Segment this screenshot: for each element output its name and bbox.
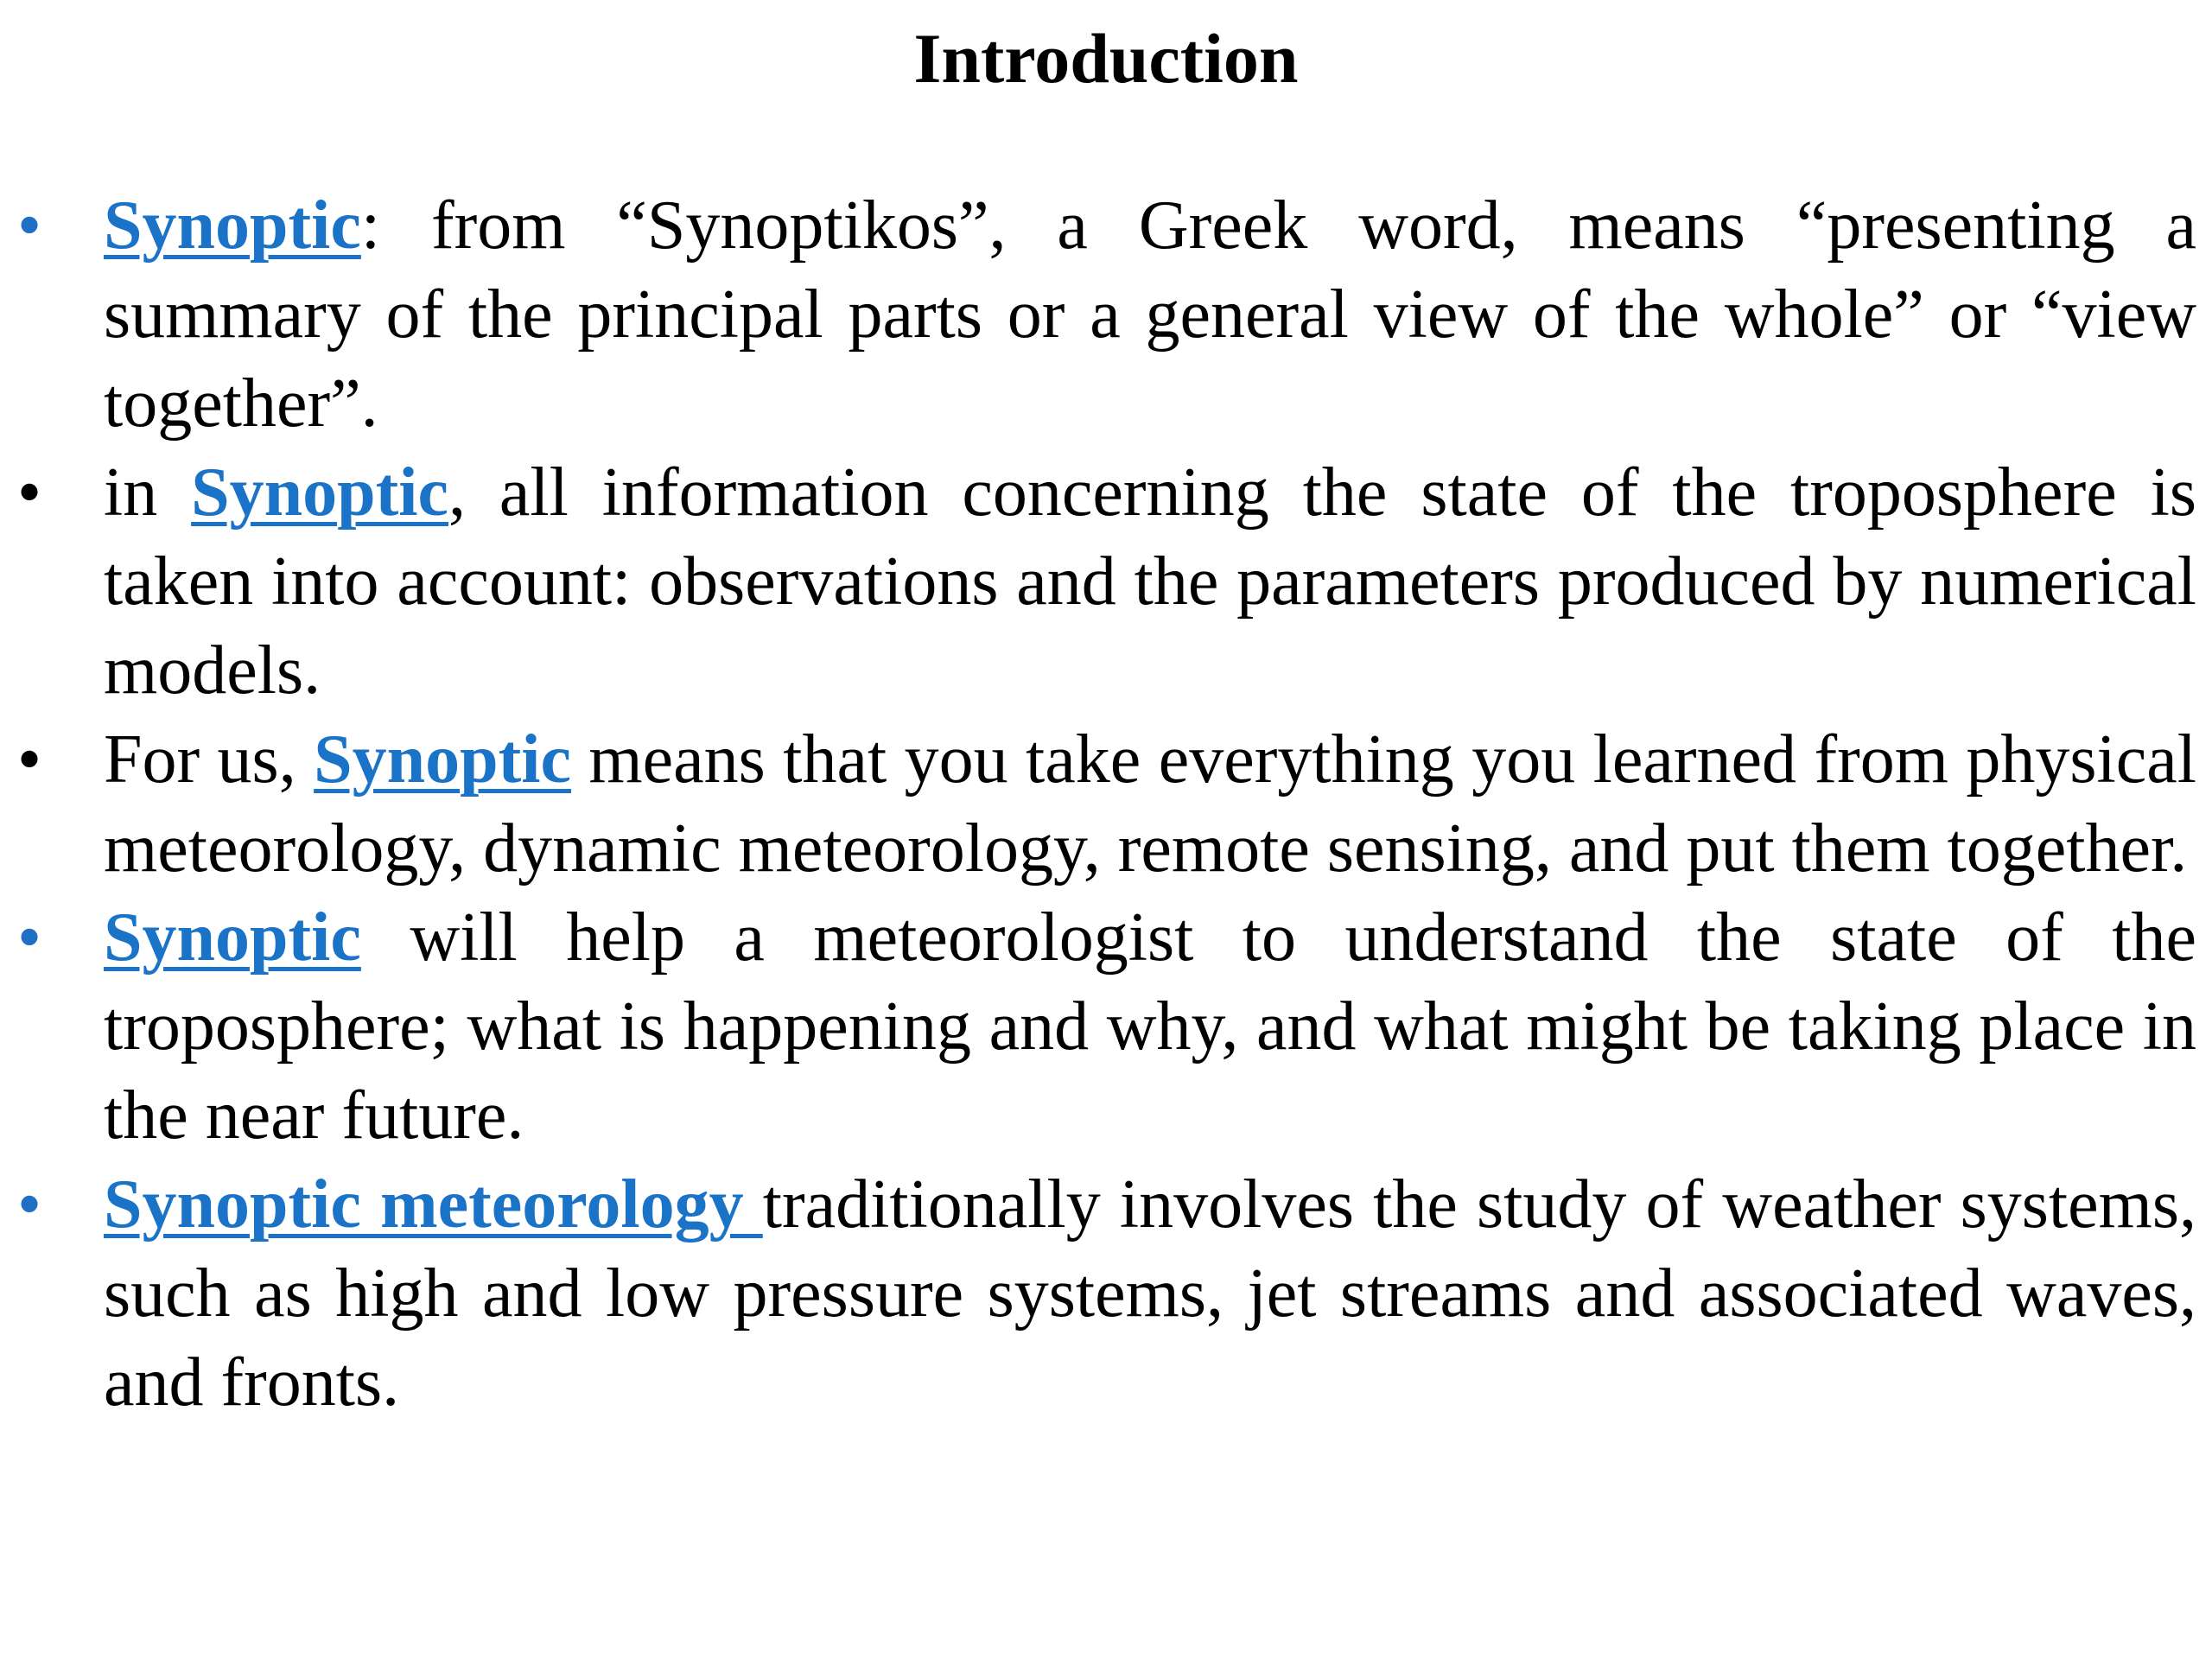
bullet-text: means that you take everything you learned from physical meteorology, dynamic meteorology, remote sensing, and put them together. [104, 721, 2197, 887]
bullet-item-5 [0, 1160, 2212, 1427]
bullet-text: will help a meteorologist to understand the state of the troposphere; what is happening and why, and what might be taking place in the near future. [104, 899, 2196, 1154]
bullet-marker: • [17, 899, 42, 976]
bullet-item-1 [0, 181, 2212, 448]
bullet-list [0, 181, 2212, 1427]
synoptic-link[interactable]: Synoptic [104, 899, 361, 976]
bullet-pre-text: in [104, 454, 192, 531]
synoptic-link[interactable]: Synoptic [314, 721, 571, 798]
bullet-marker: • [17, 1166, 42, 1243]
bullet-pre-text: For us, [104, 721, 315, 798]
bullet-item-4 [0, 893, 2212, 1160]
bullet-marker: • [17, 454, 42, 531]
page-title: Introduction [913, 19, 1299, 98]
synoptic-link[interactable]: Synoptic [191, 454, 448, 531]
bullet-text: , all information concerning the state of the troposphere is taken into account: observations and the parameters produced by numerical models. [104, 454, 2196, 709]
bullet-item-2 [0, 448, 2212, 715]
bullet-marker: • [17, 721, 42, 798]
synoptic-link[interactable]: Synoptic [104, 188, 361, 264]
bullet-item-3 [0, 715, 2212, 893]
bullet-marker: • [17, 188, 42, 264]
bullet-text: traditionally involves the study of weather systems, such as high and low pressure systems, jet streams and associated waves, and fronts. [104, 1166, 2196, 1421]
bullet-text: : from “Synoptikos”, a Greek word, means “presenting a summary of the principal parts or a general view of the whole” or “view together”. [104, 188, 2196, 442]
synoptic-meteorology-link[interactable]: Synoptic meteorology [104, 1166, 763, 1243]
